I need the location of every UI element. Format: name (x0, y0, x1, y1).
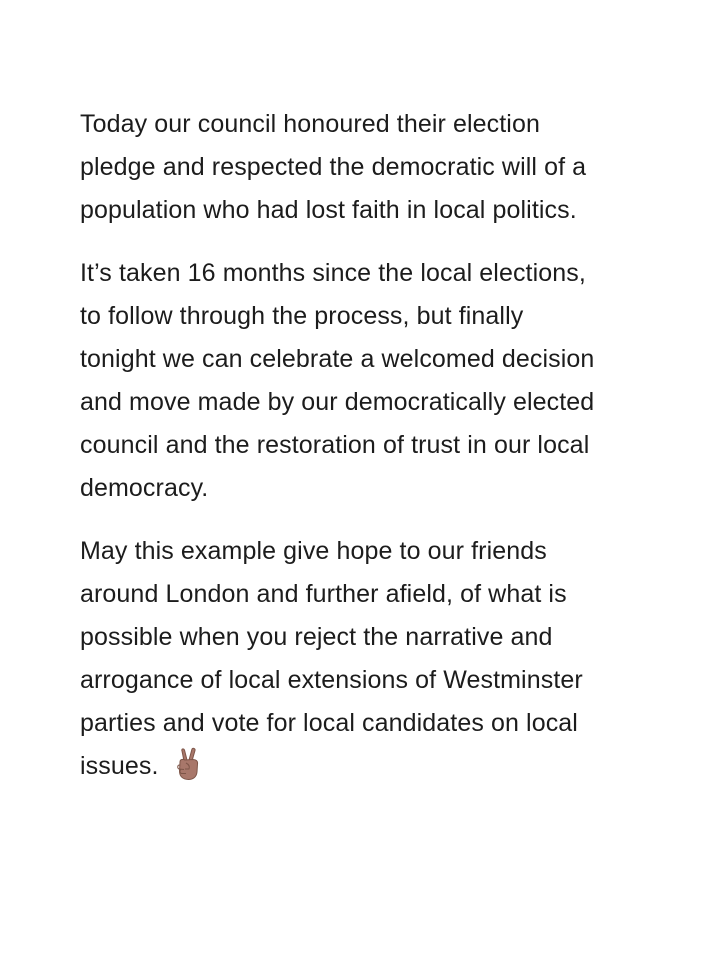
victory-hand-icon (173, 747, 203, 781)
text-line: May this example give hope to our friends (80, 537, 547, 565)
text-line: pledge and respected the democratic will of a (80, 153, 587, 181)
text-line: issues. (80, 752, 159, 780)
text-line: and move made by our democratically elected (80, 388, 595, 416)
last-line (80, 745, 660, 788)
text-line: council and the restoration of trust in our local (80, 431, 590, 459)
text-line: parties and vote for local candidates on local (80, 709, 578, 737)
text-line: around London and further afield, of what is (80, 580, 567, 608)
text-line: tonight we can celebrate a welcomed decision (80, 345, 595, 373)
statement-text (80, 103, 660, 788)
text-line: It’s taken 16 months since the local elections, (80, 259, 586, 287)
text-line: possible when you reject the narrative and (80, 623, 553, 651)
text-line: population who had lost faith in local politics. (80, 196, 577, 224)
text-line: to follow through the process, but finally (80, 302, 524, 330)
text-line: democracy. (80, 474, 209, 502)
text-line: Today our council honoured their election (80, 110, 540, 138)
text-line: arrogance of local extensions of Westminster (80, 666, 583, 694)
paragraph-2 (80, 252, 660, 510)
paragraph-3 (80, 530, 660, 788)
paragraph-1 (80, 103, 660, 232)
